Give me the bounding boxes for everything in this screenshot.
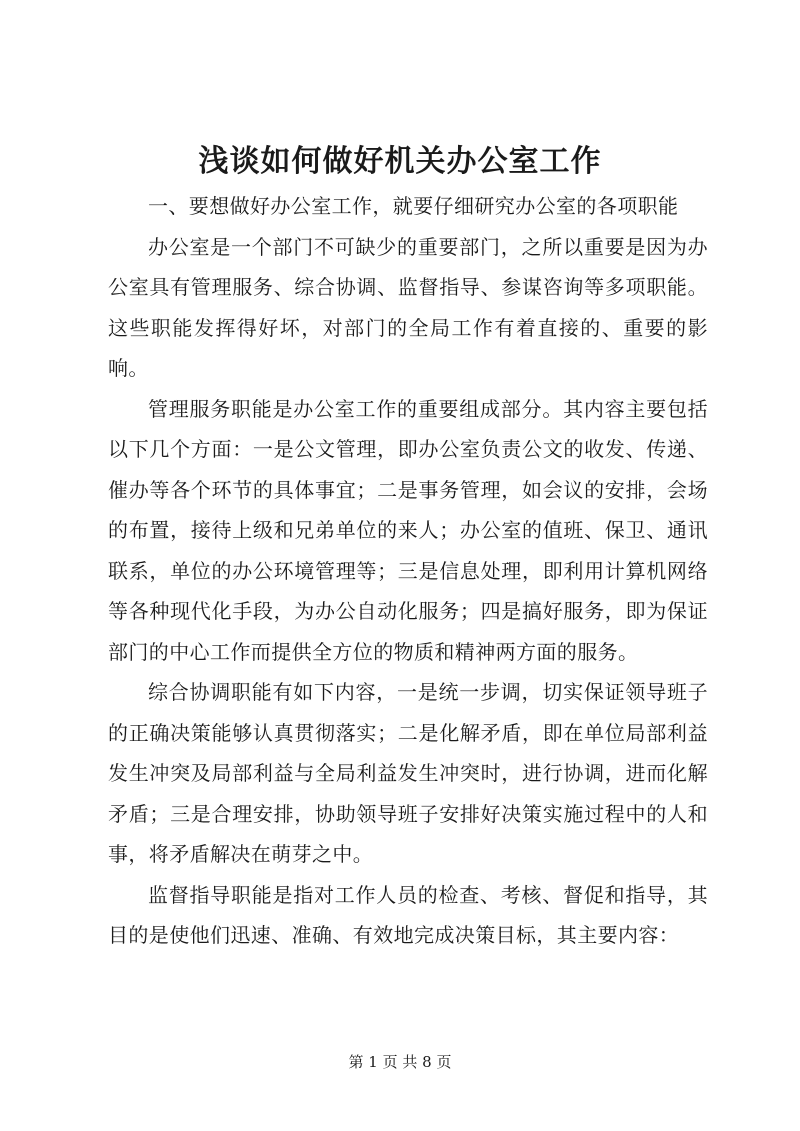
paragraph-2: 办公室是一个部门不可缺少的重要部门，之所以重要是因为办公室具有管理服务、综合协调、监督指导、参谋咨询等多项职能。这些职能发挥得好坏，对部门的全局工作有着直接的、重要的影响。 [108,234,708,380]
paragraph-3: 管理服务职能是办公室工作的重要组成部分。其内容主要包括以下几个方面：一是公文管理，即办公室负责公文的收发、传递、催办等各个环节的具体事宜；二是事务管理，如会议的安排，会场的布置，接待上级和兄弟单位的来人；办公室的值班、保卫、通讯联系，单位的办公环境管理等；三是信息处理，即利用计算机网络等各种现代化手段，为办公自动化服务；四是搞好服务，即为保证部门的中心工作而提供全方位的物质和精神两方面的服务。 [108,396,708,664]
paragraph-1: 一、要想做好办公室工作，就要仔细研究办公室的各项职能 [148,194,679,218]
document-title: 浅谈如何做好机关办公室工作 [198,144,602,179]
paragraph-4: 综合协调职能有如下内容，一是统一步调，切实保证领导班子的正确决策能够认真贯彻落实；二是化解矛盾，即在单位局部利益发生冲突及局部利益与全局利益发生冲突时，进行协调，进而化解矛盾；三是合理安排，协助领导班子安排好决策实施过程中的人和事，将矛盾解决在萌芽之中。 [108,680,708,866]
page-number-footer: 第 1 页 共 8 页 [348,1053,452,1071]
paragraph-5: 监督指导职能是指对工作人员的检查、考核、督促和指导，其目的是使他们迅速、准确、有效地完成决策目标，其主要内容： [108,882,708,947]
document-body [108,186,708,956]
